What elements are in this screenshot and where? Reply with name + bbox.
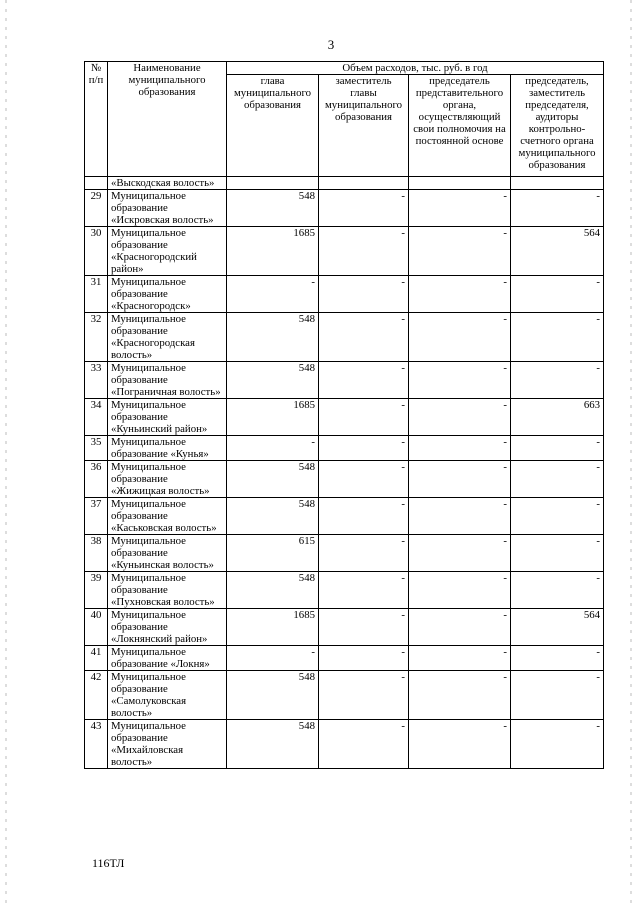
document-code: 116ТЛ <box>92 856 125 870</box>
audit-expense: 564 <box>511 609 604 646</box>
chair-expense: - <box>409 276 511 313</box>
row-number <box>85 177 108 190</box>
row-number: 36 <box>85 461 108 498</box>
head-expense: 548 <box>227 313 319 362</box>
deputy-expense: - <box>319 572 409 609</box>
head-expense <box>227 177 319 190</box>
deputy-expense: - <box>319 227 409 276</box>
expenses-table <box>84 61 604 769</box>
deputy-expense: - <box>319 646 409 671</box>
deputy-expense: - <box>319 313 409 362</box>
municipality-name: Муниципальное образование «Красногородский район» <box>108 227 227 276</box>
table-header-row-1 <box>85 62 604 75</box>
deputy-expense: - <box>319 399 409 436</box>
table-row <box>85 362 604 399</box>
header-audit-chamber: председатель, заместитель председателя, аудиторы контрольно-счетного органа муниципального образования <box>511 75 604 177</box>
head-expense: 1685 <box>227 227 319 276</box>
municipality-name: Муниципальное образование «Жижицкая волость» <box>108 461 227 498</box>
audit-expense: - <box>511 362 604 399</box>
municipality-name: Муниципальное образование «Куньинский район» <box>108 399 227 436</box>
municipality-name: Муниципальное образование «Искровская волость» <box>108 190 227 227</box>
head-expense: 548 <box>227 190 319 227</box>
head-expense: - <box>227 436 319 461</box>
row-number: 31 <box>85 276 108 313</box>
page-number: 3 <box>327 37 335 52</box>
chair-expense: - <box>409 227 511 276</box>
table-row <box>85 671 604 720</box>
header-head-of-municipality: глава муниципального образования <box>227 75 319 177</box>
row-number: 43 <box>85 720 108 769</box>
head-expense: - <box>227 646 319 671</box>
table-row <box>85 177 604 190</box>
audit-expense: - <box>511 313 604 362</box>
audit-expense <box>511 177 604 190</box>
header-expense-group: Объем расходов, тыс. руб. в год <box>227 62 604 75</box>
row-number: 42 <box>85 671 108 720</box>
audit-expense: - <box>511 572 604 609</box>
chair-expense: - <box>409 313 511 362</box>
header-representative-chair: председатель представительного органа, осуществляющий свои полномочия на постоянной основе <box>409 75 511 177</box>
head-expense: 1685 <box>227 609 319 646</box>
row-number: 30 <box>85 227 108 276</box>
chair-expense: - <box>409 609 511 646</box>
audit-expense: - <box>511 276 604 313</box>
chair-expense <box>409 177 511 190</box>
deputy-expense: - <box>319 276 409 313</box>
table-body <box>85 177 604 769</box>
head-expense: 548 <box>227 461 319 498</box>
audit-expense: - <box>511 498 604 535</box>
row-number: 32 <box>85 313 108 362</box>
row-number: 39 <box>85 572 108 609</box>
chair-expense: - <box>409 671 511 720</box>
deputy-expense: - <box>319 609 409 646</box>
chair-expense: - <box>409 362 511 399</box>
deputy-expense: - <box>319 671 409 720</box>
table-row <box>85 313 604 362</box>
municipality-name: Муниципальное образование «Куньинская волость» <box>108 535 227 572</box>
row-number: 29 <box>85 190 108 227</box>
chair-expense: - <box>409 646 511 671</box>
table-row <box>85 399 604 436</box>
deputy-expense <box>319 177 409 190</box>
municipality-name: Муниципальное образование «Локнянский район» <box>108 609 227 646</box>
head-expense: - <box>227 276 319 313</box>
head-expense: 615 <box>227 535 319 572</box>
municipality-name: Муниципальное образование «Красногородская волость» <box>108 313 227 362</box>
header-deputy-head: заместитель главы муниципального образования <box>319 75 409 177</box>
header-name: Наименование муниципального образования <box>108 62 227 177</box>
municipality-name: Муниципальное образование «Пограничная волость» <box>108 362 227 399</box>
table-row <box>85 190 604 227</box>
head-expense: 548 <box>227 362 319 399</box>
row-number: 37 <box>85 498 108 535</box>
audit-expense: 663 <box>511 399 604 436</box>
row-number: 34 <box>85 399 108 436</box>
municipality-name: Муниципальное образование «Самолуковская волость» <box>108 671 227 720</box>
municipality-name: Муниципальное образование «Каськовская волость» <box>108 498 227 535</box>
audit-expense: - <box>511 646 604 671</box>
deputy-expense: - <box>319 535 409 572</box>
table-row <box>85 535 604 572</box>
row-number: 35 <box>85 436 108 461</box>
row-number: 33 <box>85 362 108 399</box>
deputy-expense: - <box>319 498 409 535</box>
table-row <box>85 227 604 276</box>
row-number: 41 <box>85 646 108 671</box>
chair-expense: - <box>409 572 511 609</box>
table-row <box>85 646 604 671</box>
deputy-expense: - <box>319 461 409 498</box>
header-number: № п/п <box>85 62 108 177</box>
table-row <box>85 572 604 609</box>
table-row <box>85 276 604 313</box>
audit-expense: - <box>511 671 604 720</box>
audit-expense: 564 <box>511 227 604 276</box>
chair-expense: - <box>409 535 511 572</box>
chair-expense: - <box>409 461 511 498</box>
head-expense: 1685 <box>227 399 319 436</box>
table-row <box>85 498 604 535</box>
head-expense: 548 <box>227 498 319 535</box>
row-number: 38 <box>85 535 108 572</box>
chair-expense: - <box>409 190 511 227</box>
deputy-expense: - <box>319 362 409 399</box>
table-row <box>85 436 604 461</box>
table-row <box>85 609 604 646</box>
head-expense: 548 <box>227 671 319 720</box>
municipality-name: Муниципальное образование «Красногородск» <box>108 276 227 313</box>
chair-expense: - <box>409 436 511 461</box>
audit-expense: - <box>511 461 604 498</box>
head-expense: 548 <box>227 572 319 609</box>
deputy-expense: - <box>319 720 409 769</box>
scan-edge-left <box>5 0 7 905</box>
deputy-expense: - <box>319 436 409 461</box>
chair-expense: - <box>409 498 511 535</box>
municipality-name: Муниципальное образование «Михайловская волость» <box>108 720 227 769</box>
municipality-name: Муниципальное образование «Пухновская волость» <box>108 572 227 609</box>
head-expense: 548 <box>227 720 319 769</box>
table-row <box>85 720 604 769</box>
audit-expense: - <box>511 190 604 227</box>
municipality-name: «Выскодская волость» <box>108 177 227 190</box>
municipality-name: Муниципальное образование «Кунья» <box>108 436 227 461</box>
municipality-name: Муниципальное образование «Локня» <box>108 646 227 671</box>
audit-expense: - <box>511 720 604 769</box>
audit-expense: - <box>511 535 604 572</box>
chair-expense: - <box>409 399 511 436</box>
table-row <box>85 461 604 498</box>
deputy-expense: - <box>319 190 409 227</box>
audit-expense: - <box>511 436 604 461</box>
row-number: 40 <box>85 609 108 646</box>
scan-edge-right <box>630 0 632 905</box>
chair-expense: - <box>409 720 511 769</box>
